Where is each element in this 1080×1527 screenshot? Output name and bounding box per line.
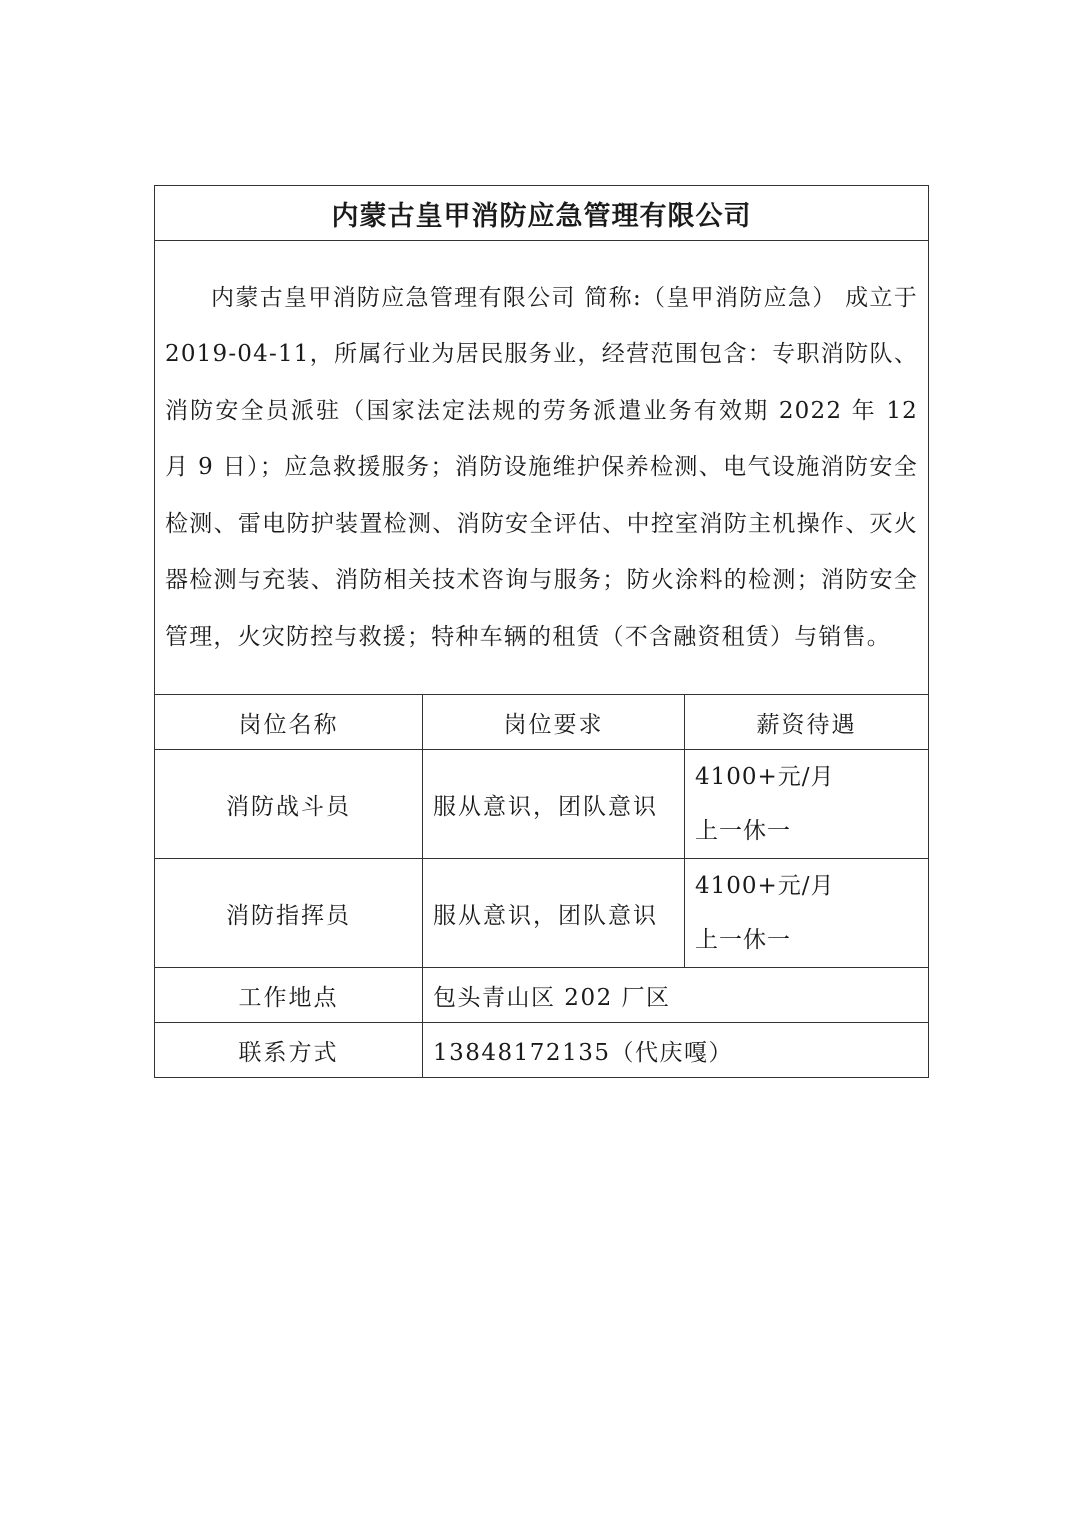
salary-amount: 4100+元/月 [695,764,835,790]
company-intro: 内蒙古皇甲消防应急管理有限公司 简称:（皇甲消防应急） 成立于 2019-04-11，所属行业为居民服务业，经营范围包含：专职消防队、消防安全员派驻（国家法定法规的劳务派遣业务有效期 2022 年 12 月 9 日）；应急救援服务；消防设施维护保养检测、电气设施消防安全检测、雷电防护装置检测、消防安全评估、中控室消防主机操作、灭火器检测与充装、消防相关技术咨询与服务；防火涂料的检测；消防安全管理，火灾防控与救援；特种车辆的租赁（不含融资租赁）与销售。 [155,241,929,695]
recruitment-table [154,185,929,1078]
position-name: 消防战斗员 [155,750,423,859]
company-title: 内蒙古皇甲消防应急管理有限公司 [155,186,929,241]
contact-row [155,1023,929,1078]
header-row [155,695,929,750]
header-salary: 薪资待遇 [685,695,929,750]
work-schedule: 上一休一 [695,818,791,844]
salary-cell [685,750,929,859]
position-requirement: 服从意识，团队意识 [423,859,685,968]
position-name: 消防指挥员 [155,859,423,968]
table-row [155,750,929,859]
header-position-name: 岗位名称 [155,695,423,750]
location-label: 工作地点 [155,968,423,1023]
intro-row [155,241,929,695]
contact-label: 联系方式 [155,1023,423,1078]
location-row [155,968,929,1023]
location-value: 包头青山区 202 厂区 [423,968,929,1023]
position-requirement: 服从意识，团队意识 [423,750,685,859]
contact-value: 13848172135（代庆嘎） [423,1023,929,1078]
work-schedule: 上一休一 [695,927,791,953]
table-row [155,859,929,968]
salary-cell [685,859,929,968]
header-position-requirement: 岗位要求 [423,695,685,750]
salary-amount: 4100+元/月 [695,873,835,899]
title-row [155,186,929,241]
